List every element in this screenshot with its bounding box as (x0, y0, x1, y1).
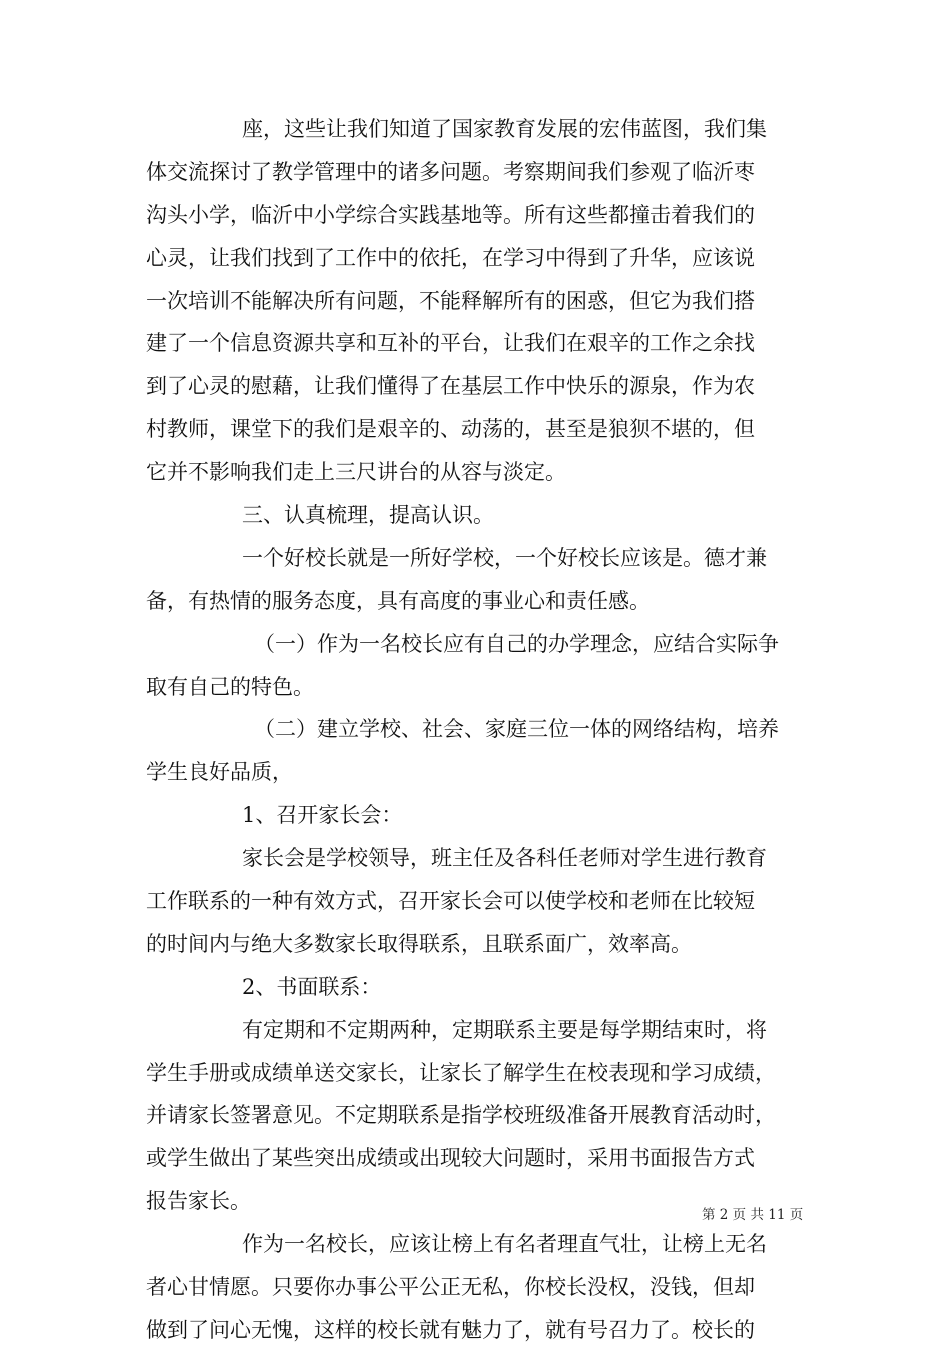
paragraph-line: 报告家长。 (146, 1189, 251, 1214)
paragraph-line: 作为一名校长，应该让榜上有名者理直气壮，让榜上无名 (242, 1232, 767, 1257)
paragraph-line: 心灵，让我们找到了工作中的依托，在学习中得到了升华，应该说 (146, 245, 755, 270)
paragraph-line: 或学生做出了某些突出成绩或出现较大问题时，采用书面报告方式 (146, 1146, 755, 1171)
paragraph-line: 者心甘情愿。只要你办事公平公正无私，你校长没权，没钱，但却 (146, 1275, 755, 1300)
paragraph-line: 村教师，课堂下的我们是艰辛的、动荡的，甚至是狼狈不堪的，但 (146, 417, 755, 442)
section-heading: 三、认真梳理，提高认识。 (242, 503, 494, 528)
subheading: 2、书面联系： (242, 974, 382, 999)
subheading: 1、召开家长会： (242, 803, 403, 828)
paragraph-line: 座，这些让我们知道了国家教育发展的宏伟蓝图，我们集 (242, 117, 767, 141)
paragraph-line: 到了心灵的慰藉，让我们懂得了在基层工作中快乐的源泉，作为农 (146, 374, 755, 399)
paragraph-line: 并请家长签署意见。不定期联系是指学校班级准备开展教育活动时， (146, 1103, 776, 1128)
paragraph-line: 沟头小学，临沂中小学综合实践基地等。所有这些都撞击着我们的 (146, 202, 755, 227)
body-text (146, 108, 816, 1352)
paragraph-line: 工作联系的一种有效方式，召开家长会可以使学校和老师在比较短 (146, 889, 755, 914)
paragraph-line: 取有自己的特色。 (146, 674, 314, 699)
paragraph-line: 建了一个信息资源共享和互补的平台，让我们在艰辛的工作之余找 (146, 331, 755, 356)
paragraph-line: 一次培训不能解决所有问题，不能释解所有的困惑，但它为我们搭 (146, 288, 755, 313)
paragraph-line: 做到了问心无愧，这样的校长就有魅力了，就有号召力了。校长的 (146, 1317, 755, 1342)
paragraph-line: 一个好校长就是一所好学校，一个好校长应该是。德才兼 (242, 545, 767, 570)
paragraph-line: 有定期和不定期两种，定期联系主要是每学期结束时，将 (242, 1017, 767, 1042)
paragraph-line: （二）建立学校、社会、家庭三位一体的网络结构，培养 (254, 717, 779, 742)
paragraph-line: 备，有热情的服务态度，具有高度的事业心和责任感。 (146, 588, 650, 613)
paragraph-line: 体交流探讨了教学管理中的诸多问题。考察期间我们参观了临沂枣 (146, 159, 755, 184)
page-number: 第 2 页 共 11 页 (702, 1207, 804, 1223)
paragraph-line: （一）作为一名校长应有自己的办学理念，应结合实际争 (254, 631, 779, 656)
paragraph-line: 家长会是学校领导，班主任及各科任老师对学生进行教育 (242, 846, 767, 871)
paragraph-line: 学生手册或成绩单送交家长，让家长了解学生在校表现和学习成绩， (146, 1060, 776, 1085)
paragraph-line: 它并不影响我们走上三尺讲台的从容与淡定。 (146, 460, 566, 485)
paragraph-line: 的时间内与绝大多数家长取得联系，且联系面广，效率高。 (146, 931, 692, 956)
paragraph-line: 学生良好品质， (146, 760, 293, 785)
